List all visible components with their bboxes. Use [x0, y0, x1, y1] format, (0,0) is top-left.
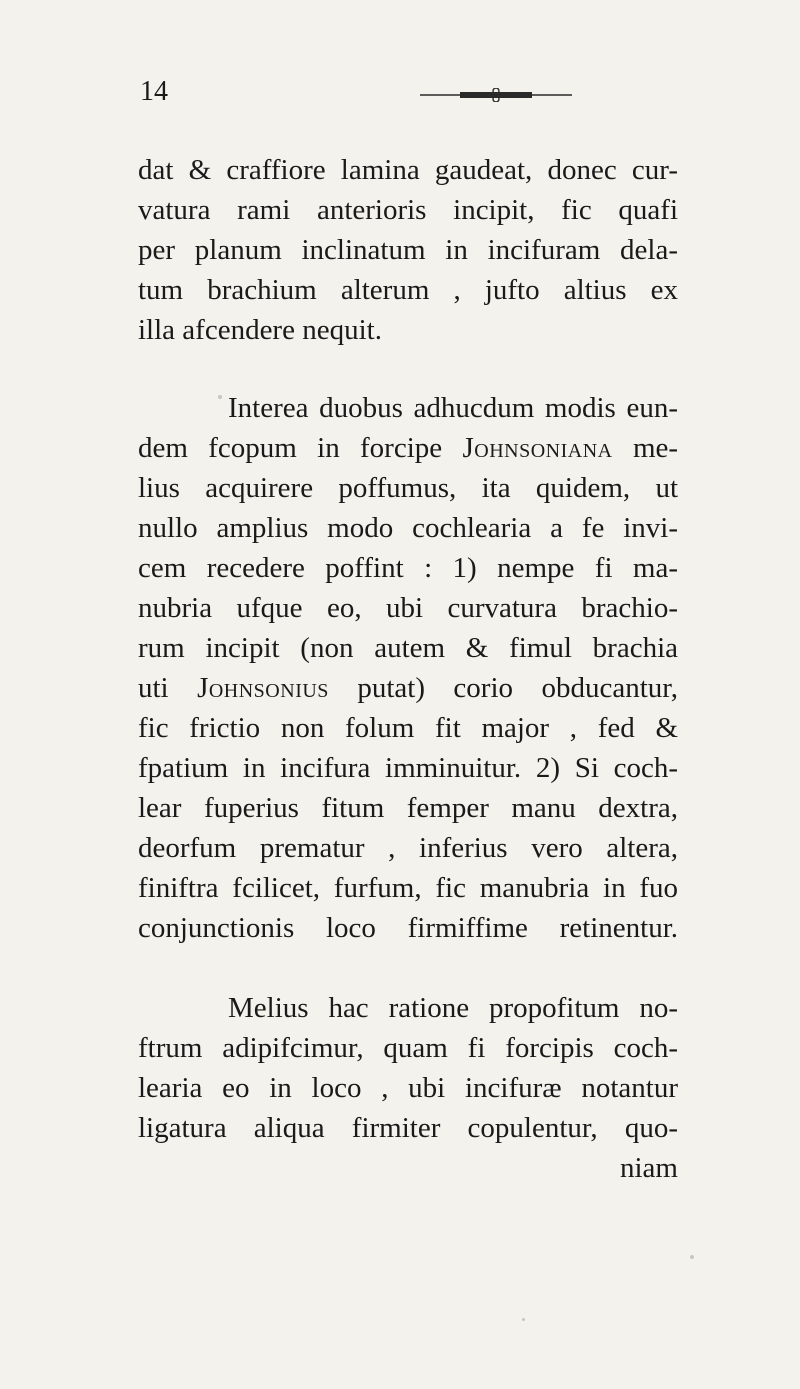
text-line: per planum inclinatum in incifuram dela-	[138, 234, 678, 266]
author-name: Johnsoniana	[462, 432, 613, 464]
text-line: Interea duobus adhucdum modis eun-	[228, 392, 678, 424]
text-line: illa afcendere nequit.	[138, 314, 382, 346]
text-line: cem recedere poffint : 1) nempe fi ma-	[138, 552, 678, 584]
text-line: dat & craffiore lamina gaudeat, donec cur-	[138, 154, 678, 186]
text-line: tum brachium alterum , jufto altius ex	[138, 274, 678, 306]
text-line: conjunctionis loco firmiffime retinentur.	[138, 912, 678, 944]
text-line	[138, 668, 678, 708]
text-line: finiftra fcilicet, furfum, fic manubria in fuo	[138, 872, 678, 904]
text-line: lius acquirere poffumus, ita quidem, ut	[138, 472, 678, 504]
text-line: vatura rami anterioris incipit, fic quafi	[138, 194, 678, 226]
paper-speck	[522, 1318, 525, 1321]
text-fragment: uti	[138, 672, 169, 704]
text-fragment: me-	[632, 432, 679, 464]
text-line: rum incipit (non autem & fimul brachia	[138, 632, 678, 664]
text-line: deorfum prematur , inferius vero altera,	[138, 832, 678, 864]
paper-speck	[218, 395, 222, 399]
ornament-rule	[420, 88, 572, 102]
text-fragment: dem fcopum in forcipe	[138, 432, 443, 464]
text-line: fic frictio non folum fit major , fed &	[138, 712, 678, 744]
text-line: nubria ufque eo, ubi curvatura brachio-	[138, 592, 678, 624]
text-line	[138, 428, 678, 468]
text-line: ligatura aliqua firmiter copulentur, quo-	[138, 1112, 678, 1144]
text-line: fpatium in incifura imminuitur. 2) Si coch-	[138, 752, 678, 784]
author-name: Johnsonius	[197, 672, 329, 704]
paper-speck	[690, 1255, 694, 1259]
text-line: learia eo in loco , ubi incifuræ notantur	[138, 1072, 678, 1104]
text-line: Melius hac ratione propofitum no-	[228, 992, 678, 1024]
catchword: niam	[620, 1152, 678, 1184]
text-line: lear fuperius fitum femper manu dextra,	[138, 792, 678, 824]
text-fragment: putat) corio obducantur,	[357, 672, 679, 704]
text-line: ftrum adipifcimur, quam fi forcipis coch-	[138, 1032, 678, 1064]
text-line: nullo amplius modo cochlearia a fe invi-	[138, 512, 678, 544]
page-number: 14	[140, 76, 168, 107]
